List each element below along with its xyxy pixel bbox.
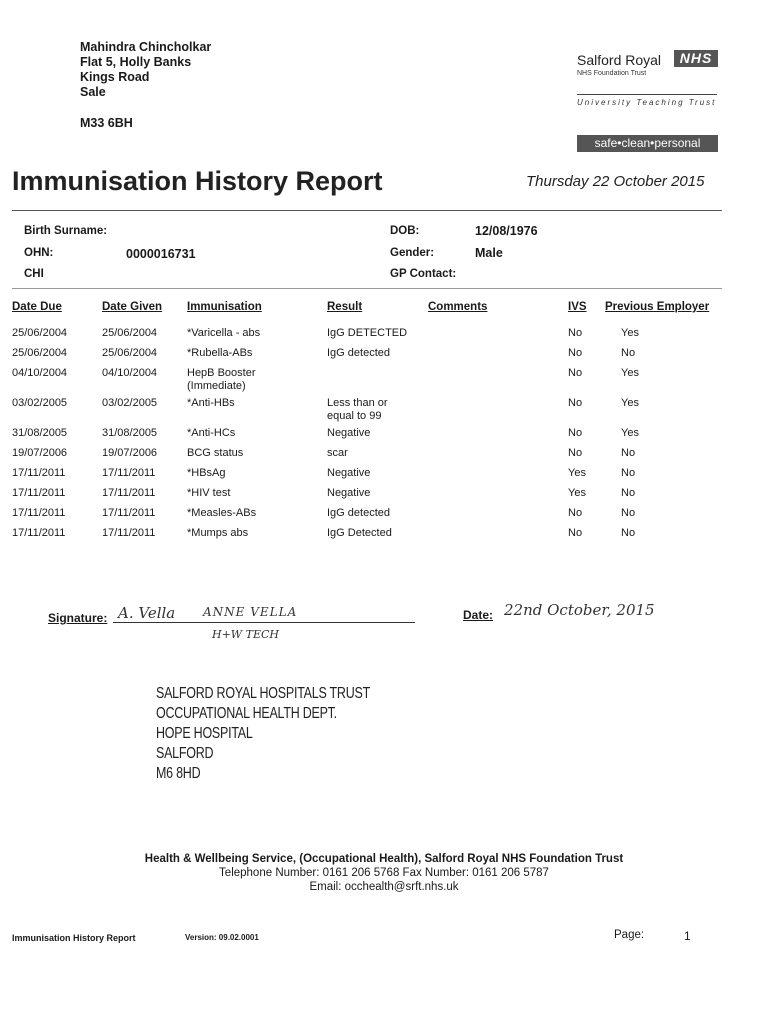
cell-result: Negative (327, 487, 371, 499)
ohn-value: 0000016731 (126, 247, 196, 261)
col-header-comments: Comments (428, 301, 488, 313)
col-header-ivs: IVS (568, 301, 587, 313)
signatory-role: H+W TECH (212, 628, 279, 641)
trust-foundation-label: NHS Foundation Trust (577, 70, 647, 77)
footer-phone: Telephone Number: 0161 206 5768 Fax Number: 0161 206 5787 (219, 867, 549, 879)
cell-ivs: No (568, 327, 583, 339)
footer-organisation: Health & Wellbeing Service, (Occupational Health), Salford Royal NHS Foundation Trust (144, 853, 624, 865)
trust-university-label: University Teaching Trust (577, 98, 717, 107)
chi-label: CHI (24, 268, 44, 280)
address-line: Sale (80, 85, 106, 99)
cell-immunisation: *HBsAg (187, 467, 226, 479)
dob-label: DOB: (390, 225, 420, 237)
info-divider (12, 288, 722, 289)
cell-date-given: 25/06/2004 (102, 347, 158, 359)
report-date: Thursday 22 October 2015 (526, 173, 705, 190)
signature-date: 22nd October, 2015 (504, 601, 655, 619)
nhs-logo-icon: NHS (674, 50, 718, 67)
cell-result: Negative (327, 427, 371, 439)
gp-contact-label: GP Contact: (390, 268, 457, 280)
signature-date-label: Date: (463, 608, 494, 622)
cell-immunisation: *Anti-HBs (187, 397, 235, 409)
cell-result: Negative (327, 467, 371, 479)
footer-version: Version: 09.02.0001 (185, 933, 259, 942)
address-line: Flat 5, Holly Banks (80, 55, 192, 69)
cell-immunisation: BCG status (187, 447, 244, 459)
cell-date-due: 04/10/2004 (12, 367, 68, 379)
signature-line (113, 622, 415, 623)
footer-email: Email: occhealth@srft.nhs.uk (309, 881, 459, 893)
cell-date-given: 17/11/2011 (102, 527, 156, 539)
recipient-address (80, 40, 211, 100)
dob-value: 12/08/1976 (475, 224, 538, 238)
cell-date-due: 17/11/2011 (12, 487, 66, 499)
cell-ivs: No (568, 367, 583, 379)
recipient-name: Mahindra Chincholkar (80, 40, 212, 54)
cell-previous-employer: Yes (621, 327, 639, 339)
department-stamp (156, 684, 370, 784)
cell-date-due: 17/11/2011 (12, 507, 66, 519)
ohn-label: OHN: (24, 247, 54, 259)
cell-previous-employer: Yes (621, 367, 639, 379)
report-title: Immunisation History Report (12, 166, 383, 196)
cell-immunisation: *Anti-HCs (187, 427, 236, 439)
col-header-previous-employer: Previous Employer (605, 301, 710, 313)
cell-ivs: Yes (568, 487, 586, 499)
cell-previous-employer: No (621, 347, 636, 359)
cell-previous-employer: No (621, 487, 636, 499)
cell-date-given: 17/11/2011 (102, 467, 156, 479)
cell-date-due: 19/07/2006 (12, 447, 68, 459)
cell-previous-employer: No (621, 447, 636, 459)
cell-result: IgG DETECTED (327, 327, 408, 339)
recipient-postcode: M33 6BH (80, 116, 133, 130)
cell-result: IgG detected (327, 507, 390, 519)
handwritten-signature: A. Vella (118, 604, 176, 622)
cell-date-given: 17/11/2011 (102, 487, 156, 499)
cell-ivs: No (568, 447, 583, 459)
cell-date-given: 19/07/2006 (102, 447, 158, 459)
cell-ivs: No (568, 427, 583, 439)
cell-date-given: 04/10/2004 (102, 367, 158, 379)
gender-value: Male (475, 246, 503, 260)
signatory-name: ANNE VELLA (203, 605, 298, 619)
cell-ivs: No (568, 397, 583, 409)
cell-immunisation: *Measles-ABs (187, 507, 257, 519)
cell-immunisation: *Rubella-ABs (187, 347, 253, 359)
logo-divider (577, 94, 717, 95)
slogan-banner: safe•clean•personal (577, 135, 718, 152)
stamp-line: SALFORD ROYAL HOSPITALS TRUST (156, 685, 370, 702)
cell-previous-employer: No (621, 507, 636, 519)
birth-surname-label: Birth Surname: (24, 225, 108, 237)
cell-date-given: 25/06/2004 (102, 327, 158, 339)
gender-label: Gender: (390, 247, 435, 259)
cell-date-due: 31/08/2005 (12, 427, 68, 439)
footer-page-label: Page: (614, 929, 645, 941)
cell-date-due: 25/06/2004 (12, 327, 68, 339)
cell-date-due: 17/11/2011 (12, 527, 66, 539)
cell-result: Less than or equal to 99 (327, 397, 388, 422)
cell-date-due: 03/02/2005 (12, 397, 68, 409)
cell-ivs: No (568, 527, 583, 539)
title-divider (12, 210, 722, 211)
cell-result: scar (327, 447, 348, 459)
cell-result: IgG Detected (327, 527, 392, 539)
cell-previous-employer: Yes (621, 427, 639, 439)
cell-immunisation: *Mumps abs (187, 527, 249, 539)
footer-page-number: 1 (684, 929, 691, 943)
cell-ivs: No (568, 507, 583, 519)
col-header-result: Result (327, 301, 363, 313)
cell-immunisation: *HIV test (187, 487, 231, 499)
cell-date-due: 25/06/2004 (12, 347, 68, 359)
cell-previous-employer: No (621, 467, 636, 479)
address-line: Kings Road (80, 70, 150, 84)
col-header-date-due: Date Due (12, 301, 62, 313)
col-header-immunisation: Immunisation (187, 301, 262, 313)
cell-date-due: 17/11/2011 (12, 467, 66, 479)
cell-date-given: 17/11/2011 (102, 507, 156, 519)
cell-previous-employer: Yes (621, 397, 639, 409)
stamp-line: HOPE HOSPITAL (156, 725, 253, 742)
footer-document-title: Immunisation History Report (12, 933, 136, 943)
stamp-line: M6 8HD (156, 765, 201, 782)
cell-immunisation: *Varicella - abs (187, 327, 261, 339)
cell-date-given: 31/08/2005 (102, 427, 158, 439)
cell-previous-employer: No (621, 527, 636, 539)
stamp-line: SALFORD (156, 745, 214, 762)
cell-immunisation: HepB Booster (Immediate) (187, 367, 256, 392)
cell-ivs: Yes (568, 467, 586, 479)
cell-ivs: No (568, 347, 583, 359)
cell-date-given: 03/02/2005 (102, 397, 158, 409)
cell-result: IgG detected (327, 347, 390, 359)
trust-logo-name: Salford Royal (577, 52, 662, 68)
col-header-date-given: Date Given (102, 301, 163, 313)
stamp-line: OCCUPATIONAL HEALTH DEPT. (156, 705, 337, 722)
signature-label: Signature: (48, 611, 108, 625)
